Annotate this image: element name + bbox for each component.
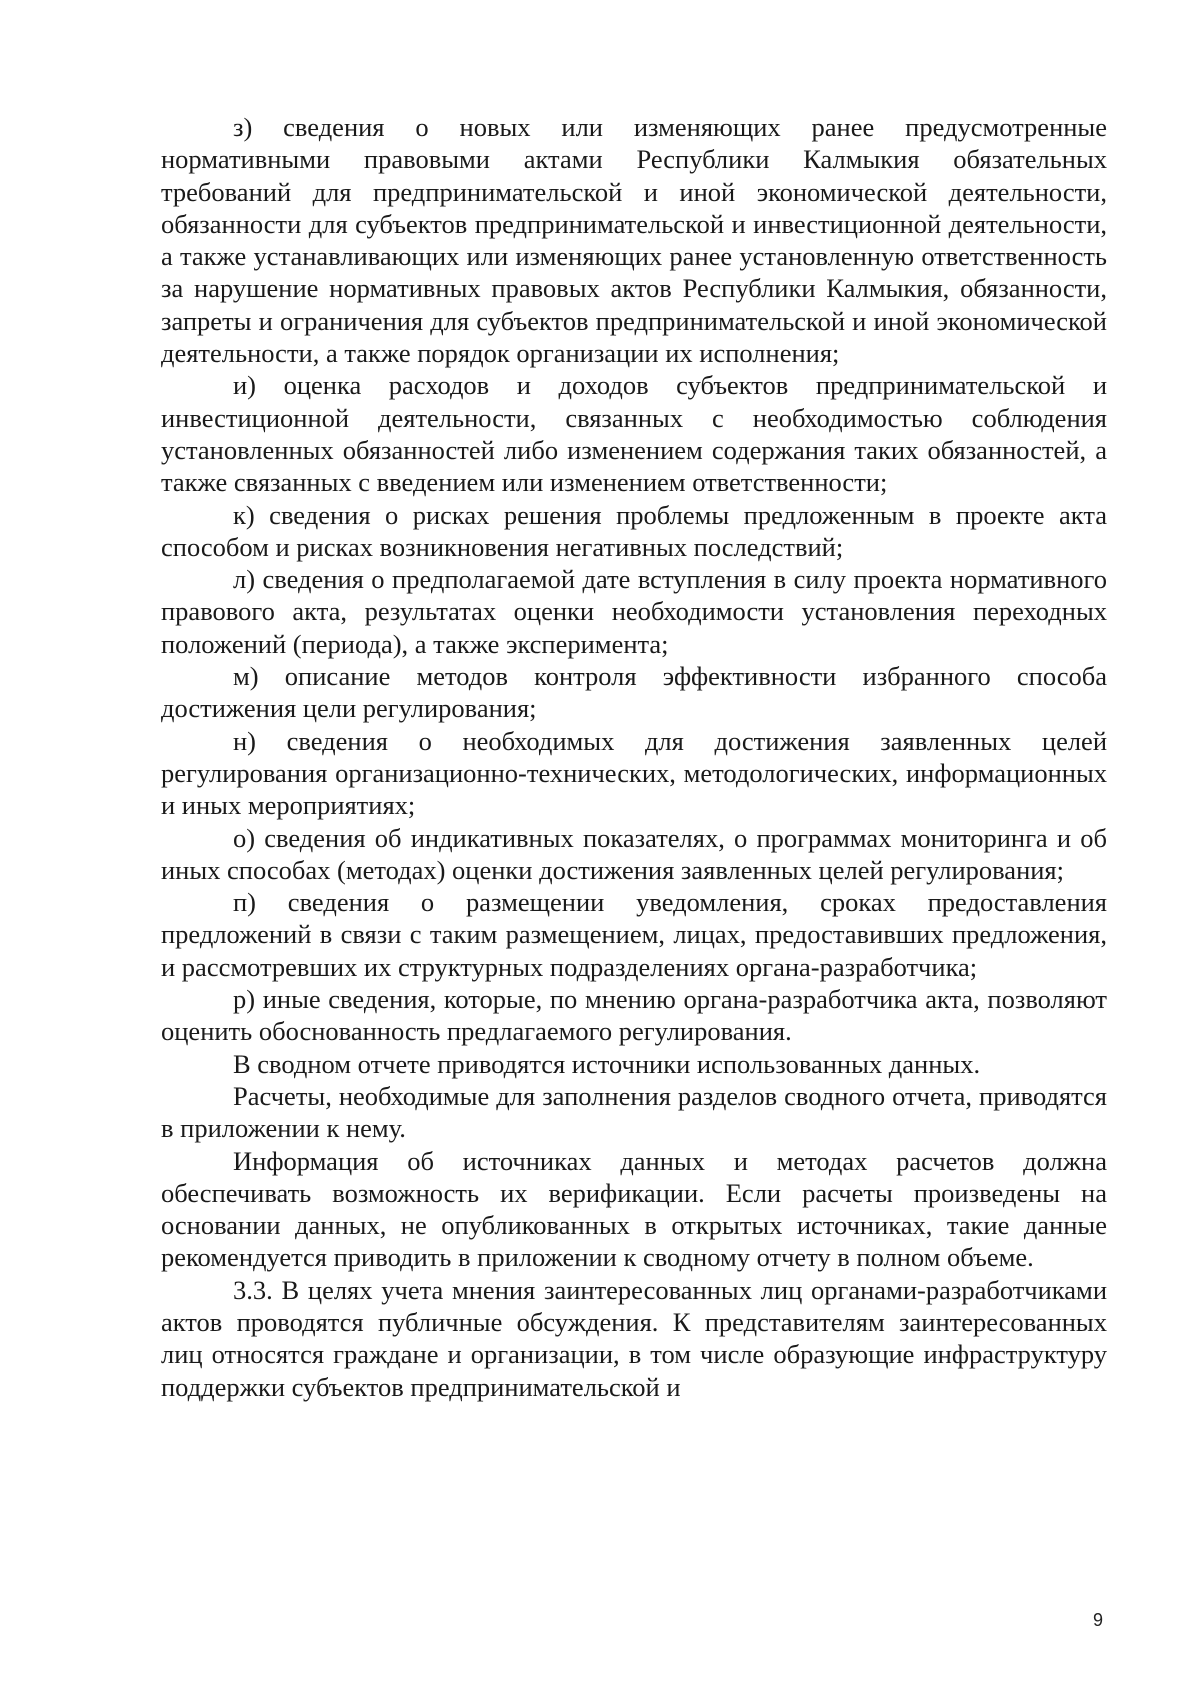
page-number: 9 [1093, 1610, 1104, 1630]
paragraph-sources: В сводном отчете приводятся источники использованных данных. [233, 1048, 981, 1079]
paragraph-i: и) оценка расходов и доходов субъектов предпринимательской и инвестиционной деятельности, связанных с необходимостью соблюдения установленных обязанностей либо изменением содержания таких обязанностей, а также связанных с введением или изменением ответственности; [161, 370, 1107, 498]
paragraph-p: п) сведения о размещении уведомления, сроках предоставления предложений в связи с таким размещением, лицах, предоставивших предложения, и рассмотревших их структурных подразделениях органа-разработчика; [161, 887, 1107, 982]
paragraph-verification: Информация об источниках данных и методах расчетов должна обеспечивать возможность их верификации. Если расчеты произведены на основании данных, не опубликованных в открытых источниках, такие данные рекомендуется приводить в приложении к сводному отчету в полном объеме. [161, 1145, 1107, 1273]
paragraph-z: з) сведения о новых или изменяющих ранее предусмотренные нормативными правовыми актами Республики Калмыкия обязательных требований для предпринимательской и иной экономической деятельности, обязанности для субъектов предпринимательской и инвестиционной деятельности, а также устанавливающих или изменяющих ранее установленную ответственность за нарушение нормативных правовых актов Республики Калмыкия, обязанности, запреты и ограничения для субъектов предпринимательской и иной экономической деятельности, а также порядок организации их исполнения; [161, 112, 1107, 369]
paragraph-m: м) описание методов контроля эффективности избранного способа достижения цели регулирования; [161, 661, 1107, 724]
paragraph-k: к) сведения о рисках решения проблемы предложенным в проекте акта способом и рисках возникновения негативных последствий; [161, 499, 1107, 562]
paragraph-o: о) сведения об индикативных показателях, о программах мониторинга и об иных способах (методах) оценки достижения заявленных целей регулирования; [161, 822, 1107, 885]
paragraph-calculations: Расчеты, необходимые для заполнения разделов сводного отчета, приводятся в приложении к нему. [161, 1080, 1107, 1144]
paragraph-n: н) сведения о необходимых для достижения заявленных целей регулирования организационно-технических, методологических, информационных и иных мероприятиях; [161, 725, 1107, 821]
paragraph-l: л) сведения о предполагаемой дате вступления в силу проекта нормативного правового акта, результатах оценки необходимости установления переходных положений (периода), а также эксперимента; [161, 564, 1107, 659]
paragraph-r: р) иные сведения, которые, по мнению органа-разработчика акта, позволяют оценить обоснованность предлагаемого регулирования. [161, 984, 1107, 1047]
paragraph-3-3: 3.3. В целях учета мнения заинтересованных лиц органами-разработчиками актов проводятся публичные обсуждения. К представителям заинтересованных лиц относятся граждане и организации, в том числе образующие инфраструктуру поддержки субъектов предпринимательской и [161, 1274, 1107, 1402]
document-body [161, 111, 1107, 1403]
